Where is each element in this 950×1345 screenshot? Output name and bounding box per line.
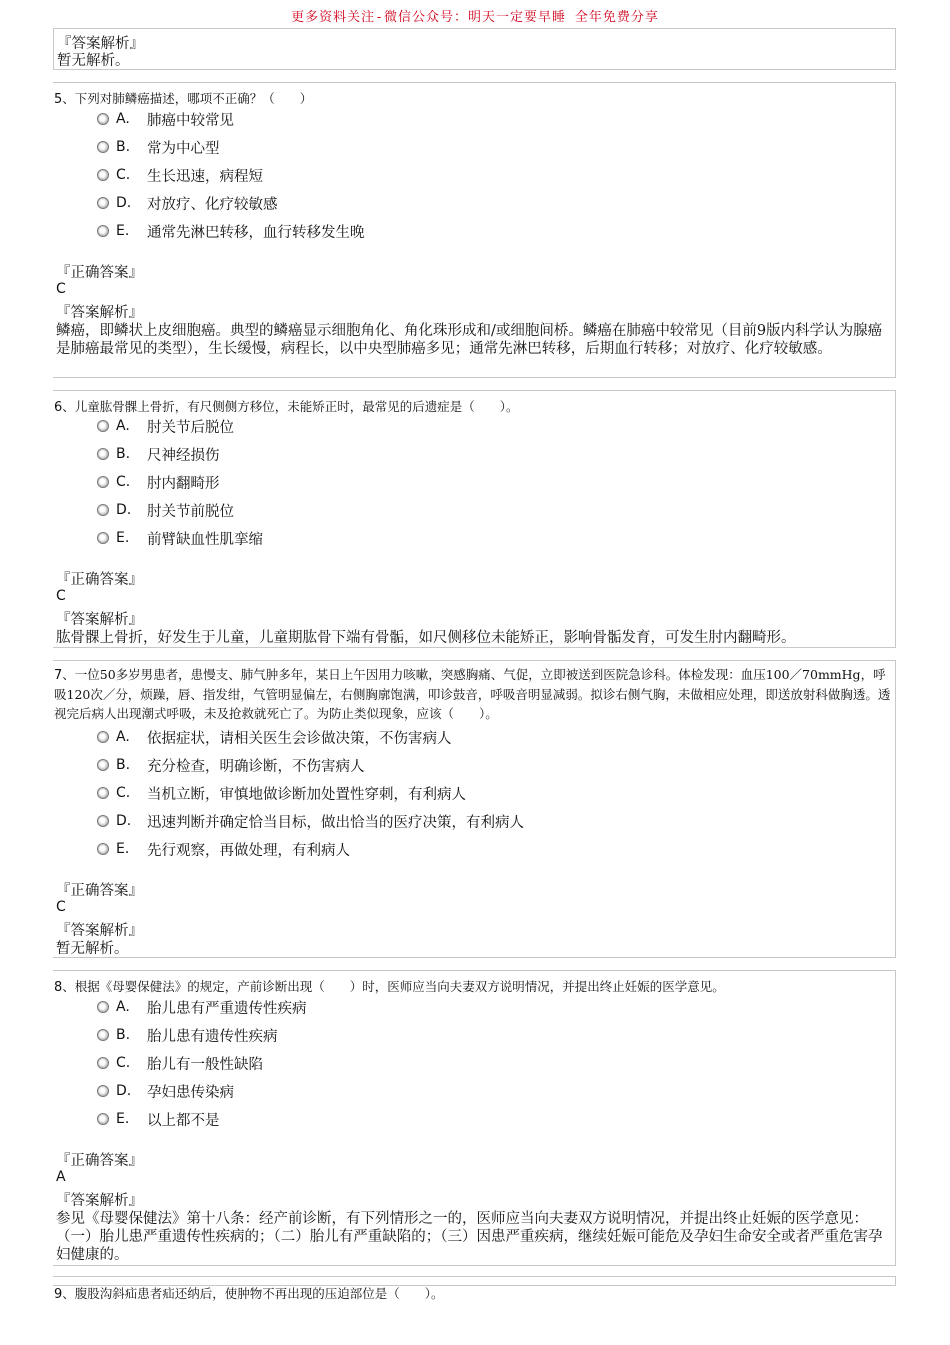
option-d[interactable]: D. 孕妇患传染病 [97, 1079, 234, 1103]
option-d[interactable]: D. 迅速判断并确定恰当目标，做出恰当的医疗决策，有利病人 [97, 809, 524, 833]
question-card-8 [53, 970, 896, 1266]
question-4-tail [53, 28, 896, 70]
question-card-6 [53, 390, 896, 648]
radio-icon[interactable] [97, 1029, 109, 1041]
radio-icon[interactable] [97, 448, 109, 460]
analysis-text: 暂无解析。 [56, 941, 129, 957]
option-c[interactable]: C. 胎儿有一般性缺陷 [97, 1051, 263, 1075]
radio-icon[interactable] [97, 504, 109, 516]
option-e[interactable]: E. 先行观察，再做处理，有利病人 [97, 837, 350, 861]
analysis-text: 鳞癌，即鳞状上皮细胞癌。典型的鳞癌显示细胞角化、角化珠形成和/或细胞间桥。鳞癌在肺癌中较常见（目前9版内科学认为腺癌是肺癌最常见的类型），生长缓慢，病程长，以中央型肺癌多见；通常先淋巴转移，后期血行转移；对放疗、化疗较敏感。 [56, 323, 883, 357]
option-b[interactable]: B. 充分检查，明确诊断，不伤害病人 [97, 753, 365, 777]
radio-icon[interactable] [97, 169, 109, 181]
question-stem: 、腹股沟斜疝患者疝还纳后，使肿物不再出现的压迫部位是（ ）。 [62, 1286, 444, 1301]
option-a[interactable]: A. 胎儿患有严重遗传性疾病 [97, 995, 307, 1019]
question-number: 6 [54, 400, 63, 415]
correct-answer: C [56, 281, 66, 297]
option-a[interactable]: A. 肘关节后脱位 [97, 414, 234, 438]
question-stem: 、根据《母婴保健法》的规定，产前诊断出现（ ）时，医师应当向夫妻双方说明情况，并提出终止妊娠的医学意见。 [62, 979, 725, 994]
question-stem: 、儿童肱骨髁上骨折，有尺侧侧方移位，未能矫正时，最常见的后遗症是（ ）。 [62, 399, 519, 414]
analysis-text: 暂无解析。 [57, 53, 130, 69]
page-banner: 更多资料关注-微信公众号：明天一定要早睡 全年免费分享 [291, 10, 659, 25]
correct-answer: A [56, 1169, 66, 1185]
question-card-5 [53, 82, 896, 378]
radio-icon[interactable] [97, 1057, 109, 1069]
analysis-label: 『答案解析』 [56, 612, 143, 628]
radio-icon[interactable] [97, 532, 109, 544]
option-b[interactable]: B. 尺神经损伤 [97, 442, 220, 466]
option-b[interactable]: B. 常为中心型 [97, 135, 220, 159]
analysis-text: 肱骨髁上骨折，好发生于儿童，儿童期肱骨下端有骨骺，如尺侧移位未能矫正，影响骨骺发育，可发生肘内翻畸形。 [56, 630, 796, 646]
option-b[interactable]: B. 胎儿患有遗传性疾病 [97, 1023, 278, 1047]
option-d[interactable]: D. 肘关节前脱位 [97, 498, 234, 522]
option-e[interactable]: E. 通常先淋巴转移，血行转移发生晚 [97, 219, 365, 243]
analysis-label: 『答案解析』 [56, 305, 143, 321]
radio-icon[interactable] [97, 787, 109, 799]
analysis-label: 『答案解析』 [56, 923, 143, 939]
analysis-text: 参见《母婴保健法》第十八条：经产前诊断，有下列情形之一的，医师应当向夫妻双方说明情况，并提出终止妊娠的医学意见：（一）胎儿患严重遗传性疾病的；（二）胎儿有严重缺陷的；（三）因患严重疾病，继续妊娠可能危及孕妇生命安全或者严重危害孕妇健康的。 [56, 1211, 883, 1263]
radio-icon[interactable] [97, 759, 109, 771]
option-a[interactable]: A. 依据症状，请相关医生会诊做决策，不伤害病人 [97, 725, 452, 749]
radio-icon[interactable] [97, 476, 109, 488]
question-stem: 、一位50多岁男患者，患慢支、肺气肿多年，某日上午因用力咳嗽，突感胸痛、气促，立即被送到医院急诊科。体检发现：血压100／70mmHg，呼吸120次／分，烦躁，唇、指发绀，气管明显偏左，右侧胸廓饱满，叩诊鼓音，呼吸音明显减弱。拟诊右侧气胸，未做相应处理，即送放射科做胸透。透视完后病人出现潮式呼吸，未及抢救就死亡了。为防止类似现象，应该（ ）。 [54, 667, 891, 721]
radio-icon[interactable] [97, 843, 109, 855]
correct-answer-label: 『正确答案』 [56, 883, 143, 899]
radio-icon[interactable] [97, 197, 109, 209]
question-stem: 、下列对肺鳞癌描述，哪项不正确？（ ） [62, 91, 313, 106]
correct-answer-label: 『正确答案』 [56, 1153, 143, 1169]
radio-icon[interactable] [97, 1113, 109, 1125]
question-number: 8 [54, 980, 63, 995]
question-card-7 [53, 660, 896, 958]
option-a[interactable]: A. 肺癌中较常见 [97, 107, 234, 131]
option-d[interactable]: D. 对放疗、化疗较敏感 [97, 191, 278, 215]
correct-answer: C [56, 588, 66, 604]
analysis-label: 『答案解析』 [56, 1193, 143, 1209]
question-text [54, 89, 892, 109]
analysis-label: 『答案解析』 [57, 36, 144, 52]
option-c[interactable]: C. 当机立断，审慎地做诊断加处置性穿刺，有利病人 [97, 781, 466, 805]
question-text [54, 977, 892, 997]
question-number: 5 [54, 92, 63, 107]
radio-icon[interactable] [97, 731, 109, 743]
radio-icon[interactable] [97, 1085, 109, 1097]
correct-answer-label: 『正确答案』 [56, 265, 143, 281]
question-number: 7 [54, 668, 63, 683]
radio-icon[interactable] [97, 815, 109, 827]
option-e[interactable]: E. 前臂缺血性肌挛缩 [97, 526, 263, 550]
radio-icon[interactable] [97, 420, 109, 432]
radio-icon[interactable] [97, 1001, 109, 1013]
correct-answer: C [56, 899, 66, 915]
radio-icon[interactable] [97, 141, 109, 153]
question-text [54, 665, 892, 723]
option-c[interactable]: C. 肘内翻畸形 [97, 470, 220, 494]
question-number: 9 [54, 1287, 63, 1302]
option-c[interactable]: C. 生长迅速，病程短 [97, 163, 263, 187]
correct-answer-label: 『正确答案』 [56, 572, 143, 588]
radio-icon[interactable] [97, 113, 109, 125]
option-e[interactable]: E. 以上都不是 [97, 1107, 220, 1131]
radio-icon[interactable] [97, 225, 109, 237]
question-text-9 [54, 1284, 892, 1304]
